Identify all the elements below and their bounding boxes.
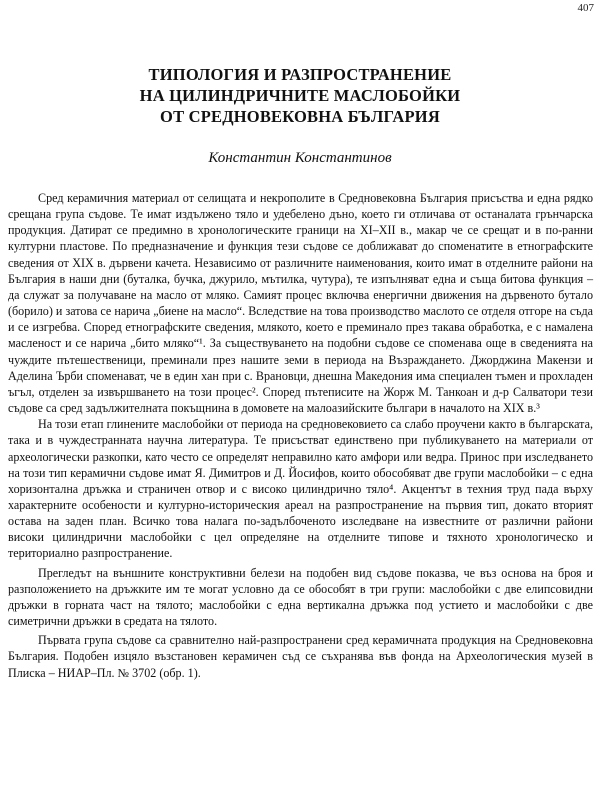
paragraph-1: Сред керамичния материал от селищата и некрополите в Средновековна България присъства и една рядко срещана група съдове. Те имат издължено тяло и удебелено дъно, което ги отличава от останалата грънчарска продукция. Датират се предимно в хронологическите граници на XI–XII в., макар че се срещат и в по-ранни културни пластове. По предназначение и функция тези съдове се доближават до споменатите в етнографските сведения от XIX в. дървени качета. Независимо от различните наименования, които имат в отделните райони на България в наши дни (буталка, бучка, джурило, мътилка, чутура), те изпълняват една и съща битова функция – да служат за получаване на масло от мляко. Самият процес включва енергични движения на дървеното бутало (борило) и затова се нарича „биене на масло“. Вследствие на това производство маслото се отделя отгоре на съда и се изгребва. Според етнографските сведения, млякото, което е преминало през такава обработка, е с намалена масленост и се нарича „бито мляко“¹. За съществуването на подобни съдове се споменава още в сведенията на чуждите пътешественици, преминали през нашите земи в периода на Възраждането. Джорджина Макензи и Аделина Ърби споменават, че в един хан при с. Врановци, днешна Македония има специален тъмен и прохладен ъгъл, отделен за извършването на този процес². Според пътеписите на Жорж М. Танкоан и д-р Салватори тези съдове са сред задължителната покъщнина в домовете на малоазийските българи в началото на XIX в.³: [8, 191, 593, 416]
article-title: [0, 64, 600, 127]
paragraph-3: Прегледът на външните конструктивни белези на подобен вид съдове показва, че въз основа на броя и разположението на дръжките им те могат условно да се обособят в три групи: маслобойки с две елипсовидни дръжки в горната част на тялото; маслобойки с една вертикална дръжка под устието и маслобойки с две симетрични дръжки в средата на тялото.: [8, 565, 593, 629]
title-line-2: НА ЦИЛИНДРИЧНИТЕ МАСЛОБОЙКИ: [139, 86, 461, 105]
paragraph-2: На този етап глинените маслобойки от периода на средновековието са слабо проучени както в българската, така и в чуждестранната научна литература. Те присъстват единствено при публикуването на материали от археологически разкопки, като често се определят неправилно като амфори или ведра. Принос при изследването на този тип керамични съдове имат Я. Димитров и Д. Йосифов, които обособяват две групи маслобойки – с една хоризонтална дръжка и страничен отвор и с високо цилиндрично тяло⁴. Акцентът в техния труд пада върху характерните особености и културно-историческия ареал на разпространение на първия тип, докато вторият остава на заден план. Всичко това налага по-задълбоченото изследване на известните от различни райони високи цилиндрични маслобойки с цел определяне на отделните типове и тяхното хронологическо и териториално разпространение.: [8, 417, 593, 561]
paragraph-4: Първата група съдове са сравнително най-разпространени сред керамичната продукция на Средновековна България. Подобен изцяло възстановен керамичен съд се съхранява във фонда на Археологическия музей в Плиска – НИАР–Пл. № 3702 (обр. 1).: [8, 633, 593, 680]
page-number: 407: [577, 2, 594, 14]
author-name: Константин Константинов: [208, 150, 392, 166]
title-line-3: ОТ СРЕДНОВЕКОВНА БЪЛГАРИЯ: [160, 107, 440, 126]
title-line-1: ТИПОЛОГИЯ И РАЗПРОСТРАНЕНИЕ: [148, 65, 452, 84]
article-body: [8, 190, 593, 681]
